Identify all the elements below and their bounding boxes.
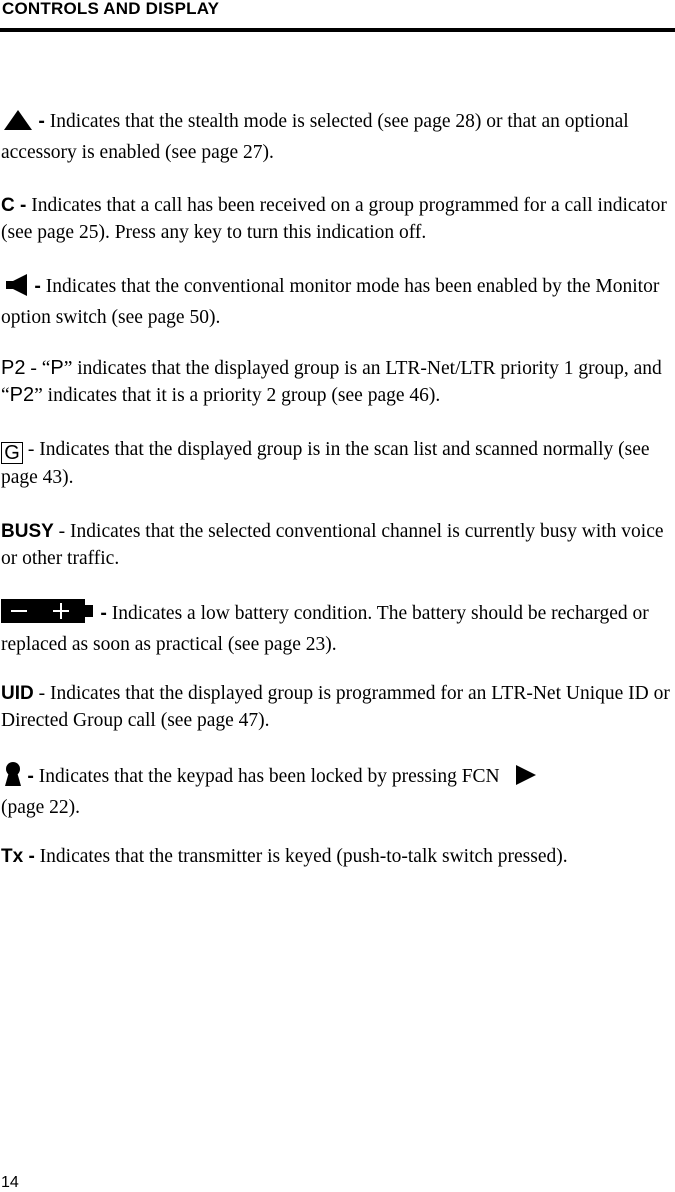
section-title: CONTROLS AND DISPLAY — [2, 0, 220, 18]
entry-stealth — [1, 108, 673, 166]
entry-label: BUSY — [1, 521, 54, 542]
entry-text: Indicates that the stealth mode is selected (see page 28) or that an optional accessory is enabled (see page 27). — [1, 111, 629, 163]
page-number: 14 — [1, 1174, 19, 1191]
battery-icon — [1, 599, 95, 631]
right-triangle-icon — [515, 764, 537, 794]
entry-dash: - — [33, 110, 45, 132]
entry-call — [1, 192, 673, 246]
entry-text: (page 22). — [1, 797, 81, 818]
entry-busy — [1, 518, 673, 572]
entry-text: Indicates that the keypad has been locked by pressing FCN — [33, 766, 500, 787]
keyhole-icon — [4, 762, 22, 794]
scan-symbol: G — [1, 442, 23, 464]
entry-text: - Indicates that the selected conventional channel is currently busy with voice or other traffic. — [1, 521, 664, 569]
entry-dash: - — [95, 602, 107, 624]
entry-label: Tx - — [1, 846, 35, 867]
entry-dash: - — [29, 275, 41, 297]
entry-priority — [1, 355, 673, 409]
entry-text: Indicates that a call has been received on a group programmed for a call indicator (see page 25). Press any key to turn this indication off. — [1, 195, 667, 243]
page-header — [0, 0, 675, 32]
entry-dash: - — [22, 765, 34, 787]
speaker-icon — [5, 274, 29, 304]
entry-text: Indicates that the transmitter is keyed (push-to-talk switch pressed). — [34, 846, 568, 867]
entry-uid — [1, 680, 673, 734]
priority-p2: P2 — [9, 384, 35, 406]
entry-text: ” indicates that it is a priority 2 group (see page 46). — [34, 385, 441, 406]
priority-symbol: P2 — [1, 357, 26, 379]
entry-label: UID — [1, 683, 34, 704]
entry-text: ” indicates that the displayed group is an LTR-Net/LTR priority 1 group, and “ — [1, 358, 662, 406]
entry-tx — [1, 843, 673, 870]
up-triangle-icon — [3, 109, 33, 139]
priority-p: P — [50, 357, 64, 379]
entry-label: C - — [1, 195, 27, 216]
entry-monitor — [1, 273, 673, 331]
entry-battery — [1, 599, 673, 658]
entry-text: - Indicates that the displayed group is programmed for an LTR-Net Unique ID or Directed Group call (see page 47). — [1, 683, 670, 731]
entry-text: Indicates that the conventional monitor mode has been enabled by the Monitor option switch (see page 50). — [1, 276, 660, 328]
entry-text: Indicates a low battery condition. The battery should be recharged or replaced as soon as practical (see page 23). — [1, 603, 649, 655]
entry-keylock — [1, 762, 673, 821]
entry-text: - Indicates that the displayed group is in the scan list and scanned normally (see page 43). — [1, 439, 650, 488]
entry-scan — [1, 436, 673, 491]
entry-text: - “ — [25, 358, 51, 379]
